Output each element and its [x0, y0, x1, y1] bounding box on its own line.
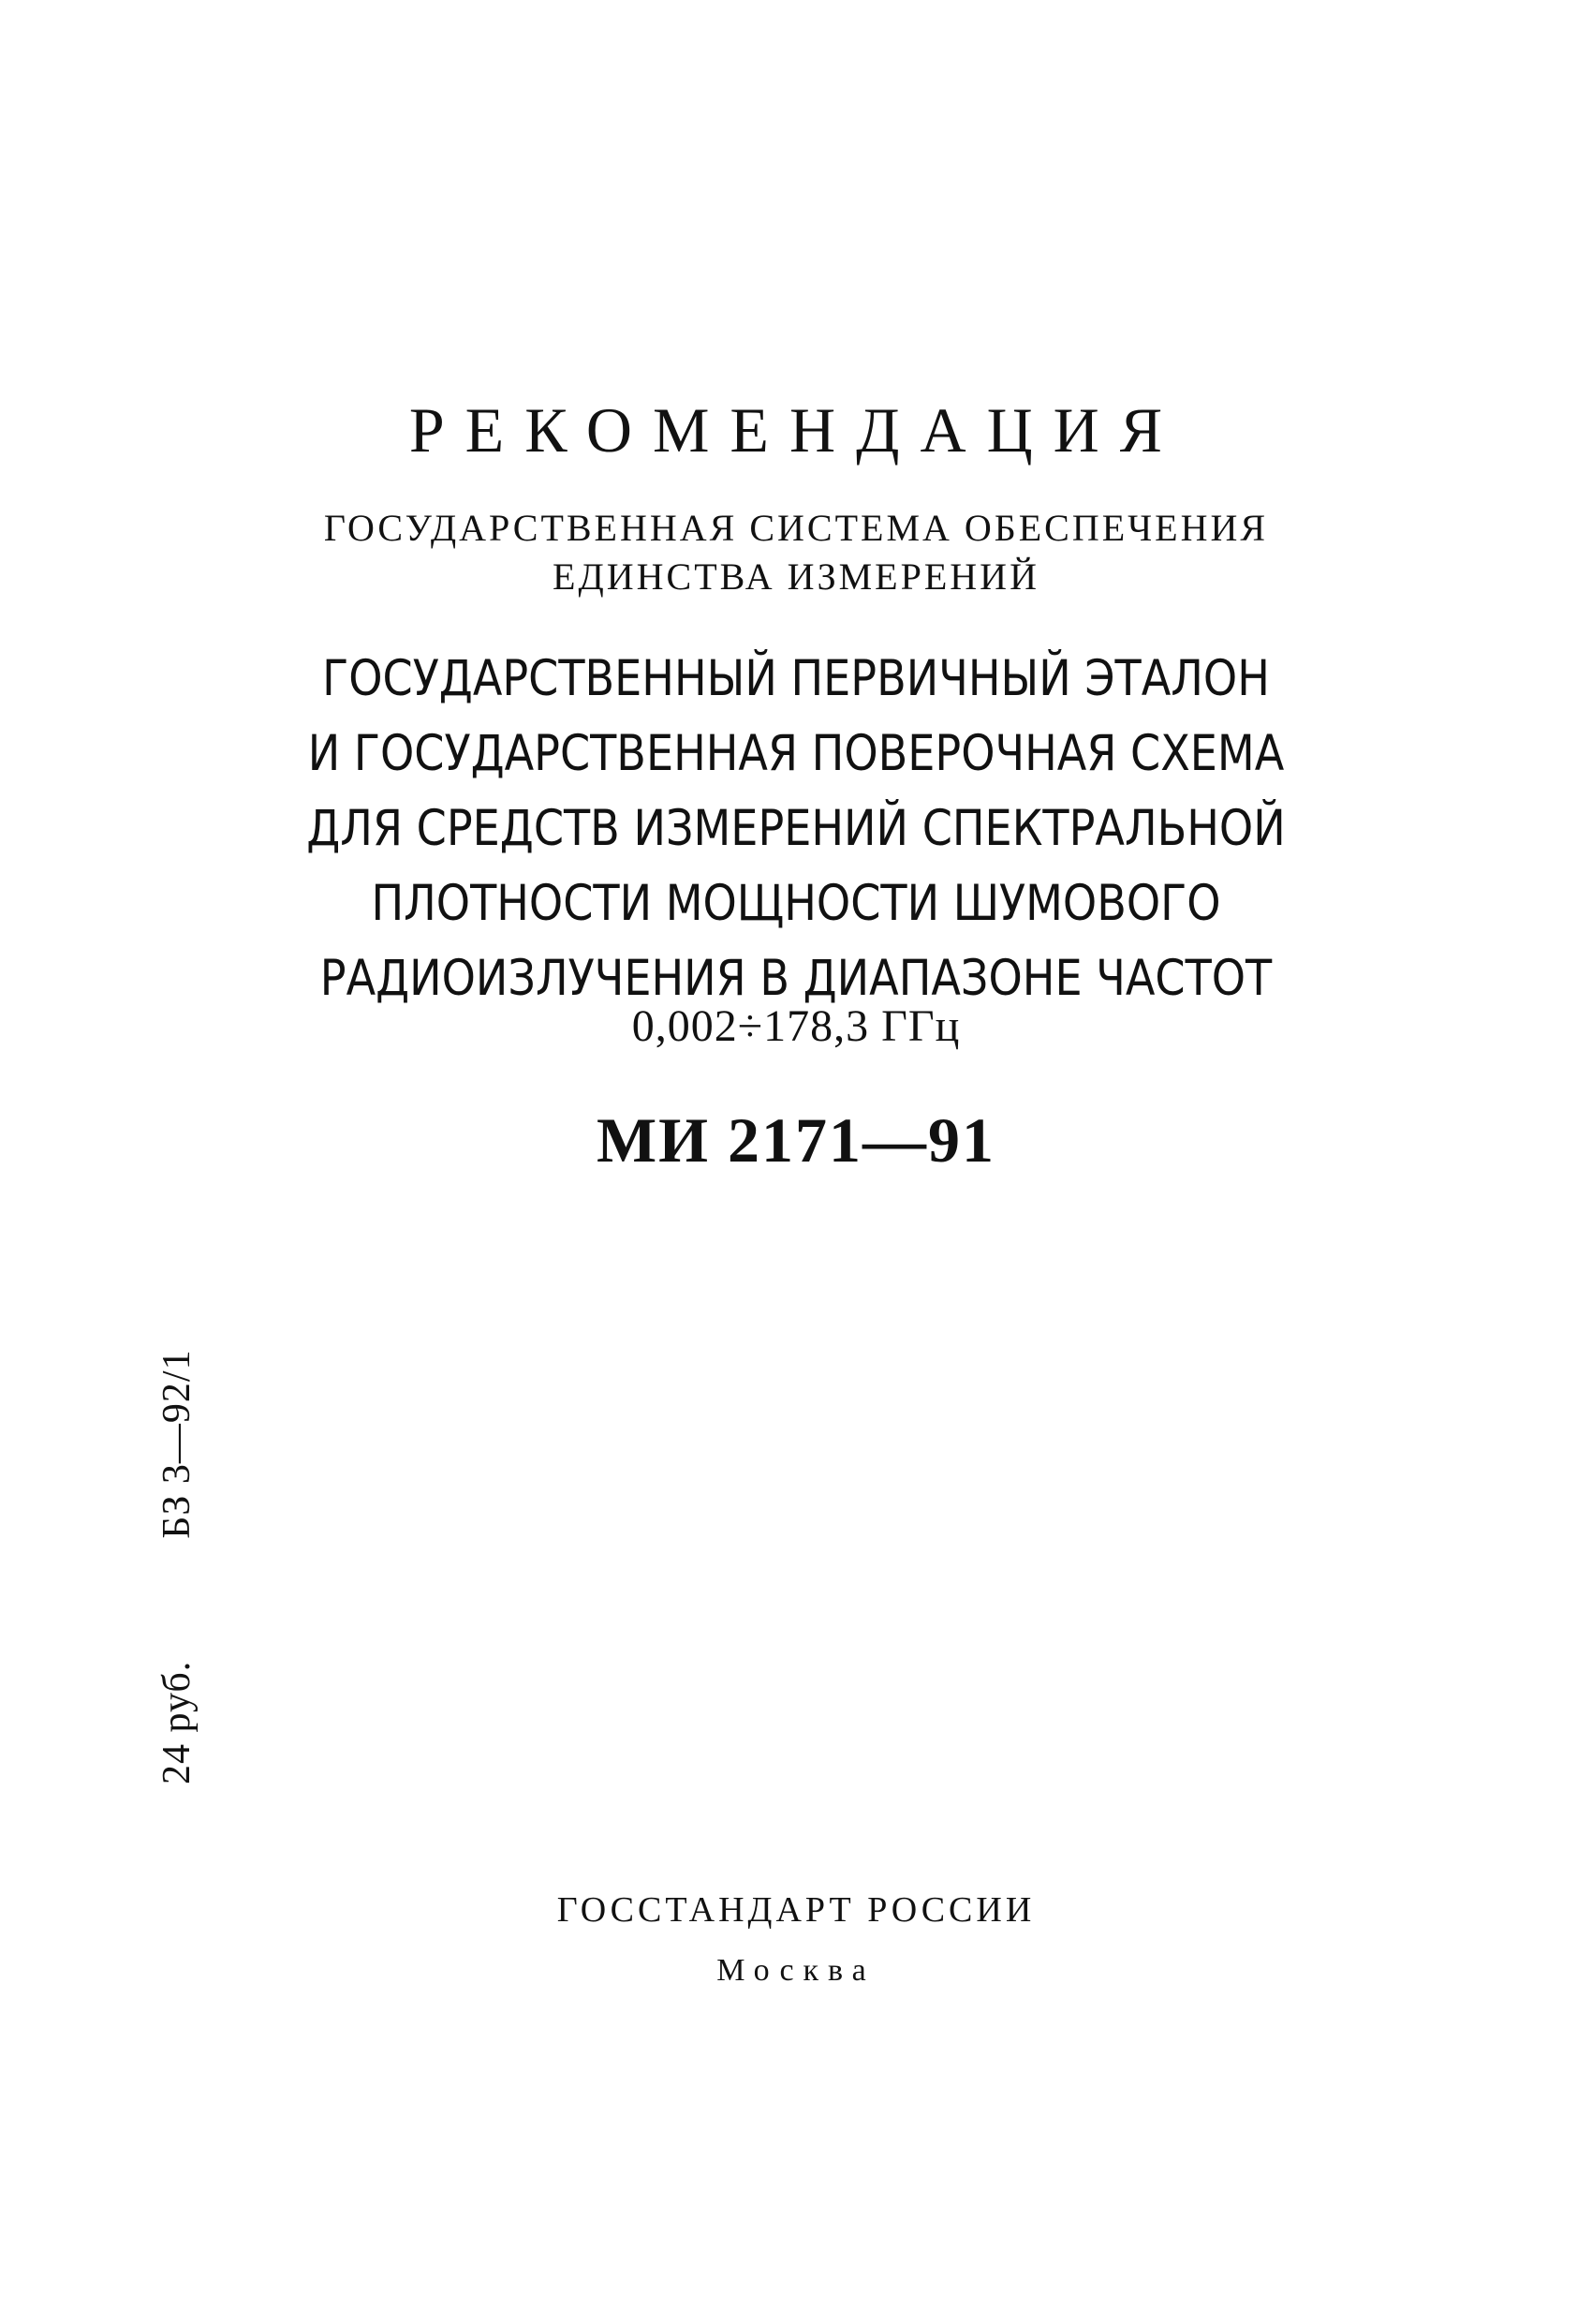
- title-line: И ГОСУДАРСТВЕННАЯ ПОВЕРОЧНАЯ СХЕМА: [307, 725, 1285, 782]
- document-type-heading: РЕКОМЕНДАЦИЯ: [408, 394, 1184, 466]
- publisher-name: ГОССТАНДАРТ РОССИИ: [556, 1890, 1036, 1930]
- series-line: ЕДИНСТВА ИЗМЕРЕНИЙ: [553, 555, 1039, 598]
- document-designation: МИ 2171—91: [596, 1104, 996, 1176]
- standards-series: [187, 504, 1405, 601]
- publication-city: Москва: [716, 1953, 876, 1988]
- frequency-range: 0,002÷178,3 ГГц: [631, 1001, 961, 1051]
- title-line: РАДИОИЗЛУЧЕНИЯ В ДИАПАЗОНЕ ЧАСТОТ: [319, 950, 1273, 1007]
- title-line: ГОСУДАРСТВЕННЫЙ ПЕРВИЧНЫЙ ЭТАЛОН: [322, 650, 1270, 707]
- series-line: ГОСУДАРСТВЕННАЯ СИСТЕМА ОБЕСПЕЧЕНИЯ: [323, 507, 1269, 549]
- title-line: ПЛОТНОСТИ МОЩНОСТИ ШУМОВОГО: [371, 875, 1221, 932]
- document-title: [267, 642, 1326, 1016]
- price-label: 24 руб.: [155, 1660, 199, 1784]
- catalog-code: БЗ 3—92/1: [155, 1349, 199, 1539]
- side-imprint: [155, 1349, 199, 1784]
- title-line: ДЛЯ СРЕДСТВ ИЗМЕРЕНИЙ СПЕКТРАЛЬНОЙ: [306, 800, 1286, 857]
